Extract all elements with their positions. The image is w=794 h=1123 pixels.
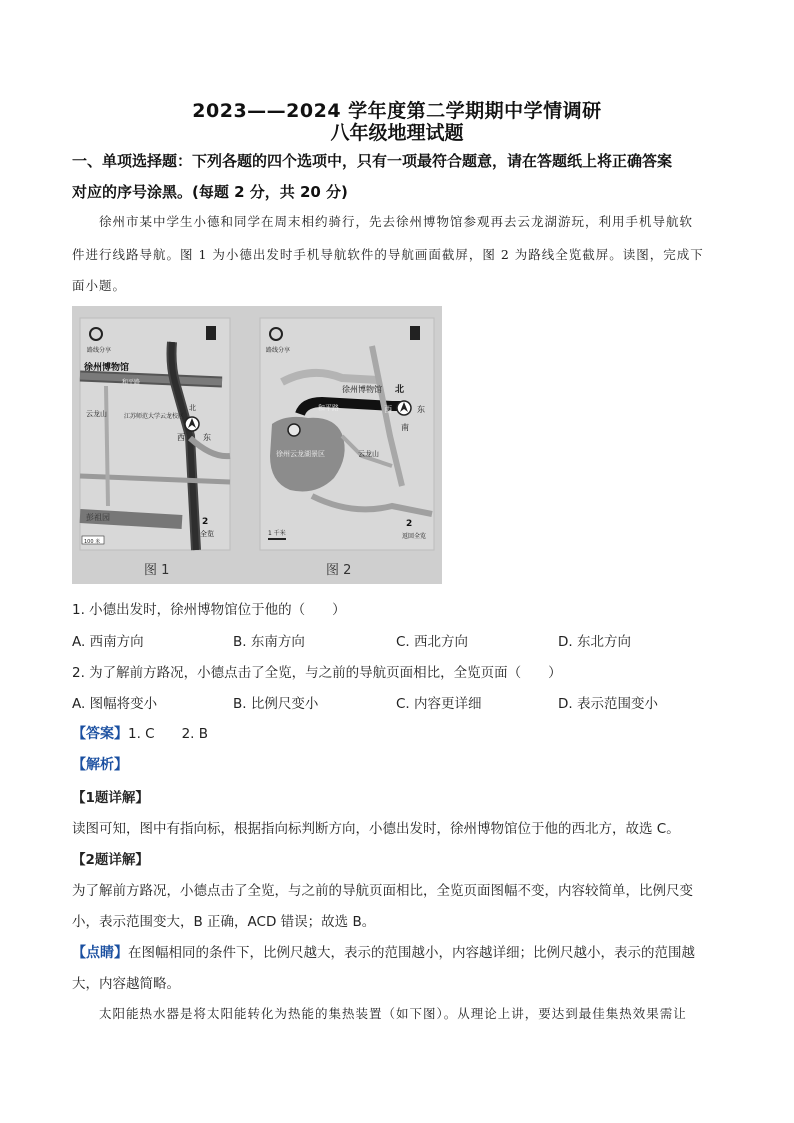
map2-west-label: 西 <box>384 405 392 414</box>
tip-line1: 在图幅相同的条件下，比例尺越大，表示的范围越小，内容越详细；比例尺越小，表示的范围越 <box>128 945 695 961</box>
map1-caption: 图 1 <box>144 563 170 578</box>
map2-pin-icon <box>288 424 300 436</box>
intro-line1: 徐州市某中学生小德和同学在周末相约骑行，先去徐州博物馆参观再去云龙湖游玩，利用手机导航软 <box>99 214 694 229</box>
map1-scale-label: 100 米 <box>84 539 101 545</box>
next-question-intro: 太阳能热水器是将太阳能转化为热能的集热装置（如下图）。从理论上讲，要达到最佳集热效果需让 <box>99 1006 687 1021</box>
answer-label: 【答案】 <box>72 726 128 742</box>
back-overview-icon: 2 <box>406 519 413 529</box>
navigation-map-figure <box>72 306 442 584</box>
map2-scale-label: 1 千米 <box>268 530 286 537</box>
tip-line2: 大，内容越简略。 <box>72 976 180 992</box>
intro-line2: 件进行线路导航。图 1 为小德出发时手机导航软件的导航画面截屏，图 2 为路线全览截屏。读图，完成下 <box>72 247 704 262</box>
q2-detail-line1: 为了解前方路况，小德点击了全览，与之前的导航页面相比，全览页面图幅不变，内容较简单，比例尺变 <box>72 883 693 899</box>
overview-icon: 2 <box>202 517 209 527</box>
question-1-option-d: D. 东北方向 <box>558 634 631 650</box>
exam-title: 2023——2024 学年度第二学期期中学情调研 <box>192 100 602 122</box>
tip-row <box>72 941 695 962</box>
question-2-option-c: C. 内容更详细 <box>396 696 482 712</box>
map2-south-label: 南 <box>401 423 409 432</box>
map2-mountain-label: 云龙山 <box>358 450 379 458</box>
map1-share-label: 路线分享 <box>87 347 112 354</box>
map1-school-label: 江苏师范大学云龙校区 <box>124 413 185 420</box>
map1-bottom-road-label: 彭祖园 <box>86 513 110 522</box>
question-2-stem: 2. 为了解前方路况，小德点击了全览，与之前的导航页面相比，全览页面（ ） <box>72 665 562 681</box>
question-1-option-c: C. 西北方向 <box>396 634 469 650</box>
map2-share-label: 路线分享 <box>266 347 291 354</box>
map1-overview-label: 全览 <box>200 530 214 538</box>
map1-east-label: 东 <box>203 433 211 442</box>
question-2-option-b: B. 比例尺变小 <box>233 696 319 712</box>
answer-row <box>72 722 208 743</box>
map1-west-label: 西 <box>177 433 185 442</box>
question-1-option-a: A. 西南方向 <box>72 634 144 650</box>
exam-subtitle: 八年级地理试题 <box>330 122 464 144</box>
question-2-option-a: A. 图幅将变小 <box>72 696 158 712</box>
map2-east-label: 东 <box>417 405 425 414</box>
q1-detail-text: 读图可知，图中有指向标，根据指向标判断方向，小德出发时，徐州博物馆位于他的西北方，故选 C。 <box>72 821 680 837</box>
map1-mountain-label: 云龙山 <box>86 410 107 418</box>
tip-label: 【点睛】 <box>72 945 128 961</box>
analysis-label: 【解析】 <box>72 757 128 773</box>
map2-scale-bar <box>268 538 286 540</box>
speaker-icon <box>410 326 420 340</box>
map1-north-label: 北 <box>189 404 196 412</box>
q1-detail-label: 【1题详解】 <box>72 790 149 806</box>
map2-museum-label: 徐州博物馆 <box>342 385 382 394</box>
answer-text: 1. C 2. B <box>128 726 209 742</box>
section-heading-line1: 一、单项选择题：下列各题的四个选项中，只有一项最符合题意，请在答题纸上将正确答案 <box>72 152 673 170</box>
map2-panel <box>260 318 434 550</box>
intro-line3: 面小题。 <box>72 278 127 293</box>
q2-detail-label: 【2题详解】 <box>72 852 149 868</box>
map1-panel <box>80 318 230 550</box>
section-heading-line2: 对应的序号涂黑。(每题 2 分，共 20 分) <box>72 183 348 201</box>
speaker-icon <box>206 326 216 340</box>
map1-road-label: 和平路 <box>122 379 141 386</box>
map2-caption: 图 2 <box>326 563 352 578</box>
map2-back-label: 返回全览 <box>402 533 427 540</box>
question-1-option-b: B. 东南方向 <box>233 634 305 650</box>
map2-lake-label: 徐州云龙湖景区 <box>276 450 325 458</box>
question-1-stem: 1. 小德出发时，徐州博物馆位于他的（ ） <box>72 602 346 618</box>
map1-museum-label: 徐州博物馆 <box>84 363 130 373</box>
question-2-option-d: D. 表示范围变小 <box>558 696 658 712</box>
map2-road-label: 和平路 <box>318 404 339 412</box>
q2-detail-line2: 小，表示范围变大，B 正确，ACD 错误；故选 B。 <box>72 914 376 930</box>
map2-north-label: 北 <box>395 385 405 395</box>
